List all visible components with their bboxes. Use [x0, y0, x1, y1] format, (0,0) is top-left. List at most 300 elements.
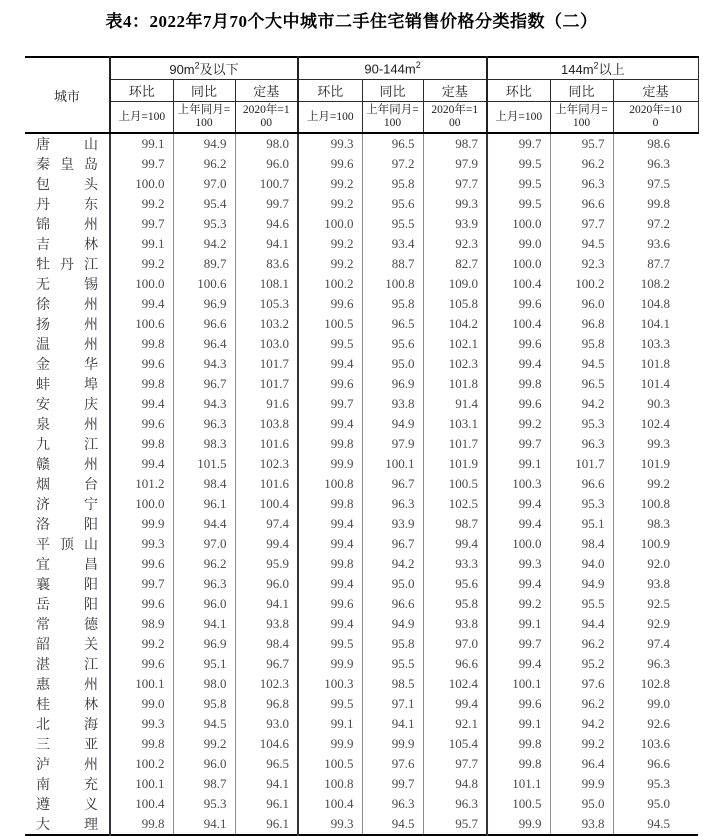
value-cell: 91.4 [423, 394, 487, 414]
table-row [25, 133, 698, 154]
value-cell: 99.0 [613, 694, 698, 714]
value-cell: 98.4 [173, 474, 235, 494]
value-cell: 104.6 [235, 734, 298, 754]
city-cell [25, 494, 110, 514]
superscript: 2 [194, 60, 200, 71]
value-cell: 98.7 [423, 514, 487, 534]
value-cell: 103.2 [235, 314, 298, 334]
value-cell: 94.3 [173, 354, 235, 374]
value-cell: 94.5 [173, 714, 235, 734]
value-cell: 97.9 [423, 154, 487, 174]
city-name: 温州 [36, 336, 98, 352]
value-cell: 99.8 [110, 734, 173, 754]
value-cell: 99.6 [110, 594, 173, 614]
value-cell: 100.5 [423, 474, 487, 494]
value-cell: 96.2 [173, 154, 235, 174]
city-name: 岳阳 [36, 596, 98, 612]
value-cell: 100.5 [298, 754, 362, 774]
value-cell: 98.7 [173, 774, 235, 794]
value-cell: 95.8 [362, 294, 423, 314]
value-cell: 99.4 [487, 654, 550, 674]
value-cell: 100.9 [613, 534, 698, 554]
value-cell: 101.7 [550, 454, 613, 474]
value-cell: 99.5 [298, 634, 362, 654]
value-cell: 96.3 [362, 794, 423, 814]
value-cell: 96.5 [235, 754, 298, 774]
value-cell: 101.7 [423, 434, 487, 454]
value-cell: 94.1 [235, 594, 298, 614]
value-cell: 99.6 [298, 294, 362, 314]
value-cell: 99.9 [362, 734, 423, 754]
value-cell: 96.9 [173, 634, 235, 654]
value-cell: 96.8 [550, 314, 613, 334]
subcolumn-header: 环比 [487, 80, 550, 102]
value-cell: 95.5 [550, 594, 613, 614]
value-cell: 96.4 [550, 754, 613, 774]
value-cell: 99.6 [298, 154, 362, 174]
city-name: 扬州 [36, 316, 98, 332]
superscript: 2 [415, 60, 421, 71]
value-cell: 100.6 [173, 274, 235, 294]
value-cell: 101.8 [613, 354, 698, 374]
subcolumn-header: 同比 [362, 80, 423, 102]
value-cell: 92.9 [613, 614, 698, 634]
table-row [25, 714, 698, 734]
value-cell: 96.3 [613, 154, 698, 174]
value-cell: 93.9 [362, 514, 423, 534]
value-cell: 101.7 [235, 354, 298, 374]
table-row [25, 334, 698, 354]
value-cell: 96.2 [550, 634, 613, 654]
value-cell: 95.3 [550, 414, 613, 434]
table-row [25, 654, 698, 674]
value-cell: 96.3 [362, 494, 423, 514]
table-body [25, 133, 698, 835]
value-cell: 95.1 [173, 654, 235, 674]
value-cell: 100.3 [487, 474, 550, 494]
value-cell: 99.4 [487, 494, 550, 514]
value-cell: 99.5 [298, 334, 362, 354]
city-cell [25, 374, 110, 394]
city-cell [25, 554, 110, 574]
value-cell: 99.1 [487, 454, 550, 474]
value-cell: 92.0 [613, 554, 698, 574]
value-cell: 97.7 [423, 174, 487, 194]
city-name: 泸州 [36, 756, 98, 772]
table-row [25, 214, 698, 234]
base-period-header [487, 102, 550, 134]
value-cell: 100.1 [110, 774, 173, 794]
value-cell: 93.6 [613, 234, 698, 254]
value-cell: 103.8 [235, 414, 298, 434]
city-name: 唐山 [36, 136, 98, 152]
city-name: 南充 [36, 776, 98, 792]
table-row [25, 454, 698, 474]
value-cell: 99.8 [298, 554, 362, 574]
city-name: 牡丹江 [36, 256, 98, 272]
city-name: 洛阳 [36, 516, 98, 532]
city-name: 徐州 [36, 296, 98, 312]
city-cell [25, 654, 110, 674]
value-cell: 96.7 [362, 474, 423, 494]
value-cell: 99.2 [550, 734, 613, 754]
value-cell: 100.2 [550, 274, 613, 294]
value-cell: 102.5 [423, 494, 487, 514]
value-cell: 94.9 [173, 133, 235, 154]
value-cell: 99.7 [487, 434, 550, 454]
value-cell: 99.1 [110, 234, 173, 254]
value-cell: 94.1 [173, 814, 235, 835]
value-cell: 99.3 [423, 194, 487, 214]
value-cell: 101.5 [173, 454, 235, 474]
value-cell: 99.8 [298, 434, 362, 454]
city-cell [25, 254, 110, 274]
value-cell: 96.6 [423, 654, 487, 674]
value-cell: 109.0 [423, 274, 487, 294]
value-cell: 97.6 [362, 754, 423, 774]
city-cell [25, 794, 110, 814]
value-cell: 99.8 [487, 374, 550, 394]
table-row [25, 674, 698, 694]
value-cell: 99.7 [110, 154, 173, 174]
city-cell [25, 294, 110, 314]
value-cell: 95.7 [423, 814, 487, 835]
value-cell: 99.5 [487, 154, 550, 174]
value-cell: 92.5 [613, 594, 698, 614]
value-cell: 100.8 [613, 494, 698, 514]
table-row [25, 774, 698, 794]
value-cell: 99.4 [110, 454, 173, 474]
value-cell: 93.9 [423, 214, 487, 234]
value-cell: 99.3 [298, 814, 362, 835]
city-cell [25, 634, 110, 654]
value-cell: 95.7 [550, 133, 613, 154]
value-cell: 94.1 [173, 614, 235, 634]
value-cell: 99.7 [110, 574, 173, 594]
table-row [25, 814, 698, 835]
value-cell: 99.6 [298, 594, 362, 614]
city-name: 吉林 [36, 236, 98, 252]
value-cell: 98.3 [613, 514, 698, 534]
city-cell [25, 234, 110, 254]
value-cell: 96.5 [362, 133, 423, 154]
city-name: 秦皇岛 [36, 156, 98, 172]
value-cell: 99.8 [110, 334, 173, 354]
value-cell: 95.0 [362, 354, 423, 374]
base-period-header [550, 102, 613, 134]
value-cell: 99.2 [173, 734, 235, 754]
page-title: 表4：2022年7月70个大中城市二手住宅销售价格分类指数（二） [105, 12, 598, 31]
base-period-line: 2020年=10 [629, 104, 682, 116]
value-cell: 96.0 [550, 294, 613, 314]
value-cell: 82.7 [423, 254, 487, 274]
base-period-line: 上年同月= [555, 104, 608, 116]
value-cell: 103.6 [613, 734, 698, 754]
value-cell: 99.4 [110, 294, 173, 314]
city-name: 丹东 [36, 196, 98, 212]
value-cell: 99.2 [110, 254, 173, 274]
value-cell: 99.2 [110, 194, 173, 214]
value-cell: 108.2 [613, 274, 698, 294]
base-period-header [362, 102, 423, 134]
subcolumn-header: 定基 [423, 80, 487, 102]
city-cell [25, 474, 110, 494]
value-cell: 100.0 [487, 534, 550, 554]
city-cell [25, 434, 110, 454]
city-name: 韶关 [36, 636, 98, 652]
column-header-city: 城市 [25, 57, 110, 133]
value-cell: 87.7 [613, 254, 698, 274]
value-cell: 102.1 [423, 334, 487, 354]
value-cell: 99.7 [487, 133, 550, 154]
value-cell: 99.4 [487, 514, 550, 534]
value-cell: 103.0 [235, 334, 298, 354]
value-cell: 99.4 [298, 354, 362, 374]
table-row [25, 394, 698, 414]
value-cell: 100.1 [110, 674, 173, 694]
value-cell: 93.0 [235, 714, 298, 734]
value-cell: 96.6 [550, 474, 613, 494]
city-cell [25, 133, 110, 154]
value-cell: 98.0 [235, 133, 298, 154]
value-cell: 96.6 [613, 754, 698, 774]
city-name: 三亚 [36, 736, 98, 752]
city-name: 北海 [36, 716, 98, 732]
city-cell [25, 814, 110, 835]
value-cell: 102.4 [423, 674, 487, 694]
base-period-line: 00 [260, 117, 273, 129]
table-row [25, 754, 698, 774]
city-name: 大理 [36, 816, 98, 832]
value-cell: 100.5 [298, 314, 362, 334]
city-name: 蚌埠 [36, 376, 98, 392]
city-cell [25, 214, 110, 234]
value-cell: 99.9 [550, 774, 613, 794]
value-cell: 102.4 [613, 414, 698, 434]
value-cell: 95.3 [613, 774, 698, 794]
value-cell: 93.8 [550, 814, 613, 835]
value-cell: 99.5 [487, 174, 550, 194]
value-cell: 96.8 [235, 694, 298, 714]
table-row [25, 694, 698, 714]
subcolumn-header: 定基 [613, 80, 698, 102]
value-cell: 101.6 [235, 434, 298, 454]
value-cell: 95.8 [423, 594, 487, 614]
value-cell: 93.4 [362, 234, 423, 254]
value-cell: 102.8 [613, 674, 698, 694]
city-cell [25, 414, 110, 434]
base-period-line: 2020年=1 [431, 104, 479, 116]
base-period-line: 上月=100 [118, 110, 166, 123]
value-cell: 101.9 [613, 454, 698, 474]
city-cell [25, 154, 110, 174]
value-cell: 105.3 [235, 294, 298, 314]
city-name: 烟台 [36, 476, 98, 492]
value-cell: 97.7 [423, 754, 487, 774]
value-cell: 99.8 [110, 814, 173, 835]
value-cell: 96.1 [235, 814, 298, 835]
city-name: 常德 [36, 616, 98, 632]
city-cell [25, 394, 110, 414]
city-name: 泉州 [36, 416, 98, 432]
value-cell: 97.7 [550, 214, 613, 234]
value-cell: 99.3 [110, 534, 173, 554]
base-period-header [423, 102, 487, 134]
table-row [25, 274, 698, 294]
value-cell: 99.5 [487, 194, 550, 214]
value-cell: 99.5 [298, 694, 362, 714]
city-cell [25, 354, 110, 374]
value-cell: 97.2 [613, 214, 698, 234]
value-cell: 97.4 [235, 514, 298, 534]
city-cell [25, 614, 110, 634]
value-cell: 99.4 [298, 574, 362, 594]
value-cell: 99.1 [487, 614, 550, 634]
table-row [25, 374, 698, 394]
city-cell [25, 574, 110, 594]
value-cell: 95.8 [173, 694, 235, 714]
value-cell: 99.3 [110, 714, 173, 734]
table-header [25, 57, 698, 133]
city-cell [25, 734, 110, 754]
value-cell: 99.3 [298, 133, 362, 154]
value-cell: 98.0 [173, 674, 235, 694]
value-cell: 96.6 [173, 314, 235, 334]
table-row [25, 414, 698, 434]
city-cell [25, 274, 110, 294]
value-cell: 99.7 [110, 214, 173, 234]
value-cell: 99.4 [487, 354, 550, 374]
value-cell: 95.0 [362, 574, 423, 594]
base-period-header [173, 102, 235, 134]
value-cell: 92.6 [613, 714, 698, 734]
value-cell: 100.7 [235, 174, 298, 194]
value-cell: 101.7 [235, 374, 298, 394]
value-cell: 92.3 [423, 234, 487, 254]
value-cell: 96.5 [550, 374, 613, 394]
value-cell: 89.7 [173, 254, 235, 274]
value-cell: 96.6 [550, 194, 613, 214]
value-cell: 99.1 [298, 714, 362, 734]
value-cell: 95.5 [362, 654, 423, 674]
value-cell: 102.3 [235, 454, 298, 474]
value-cell: 99.8 [487, 734, 550, 754]
value-cell: 98.5 [362, 674, 423, 694]
base-period-line: 2020年=1 [242, 104, 290, 116]
value-cell: 83.6 [235, 254, 298, 274]
value-cell: 94.5 [362, 814, 423, 835]
city-cell [25, 754, 110, 774]
value-cell: 101.6 [235, 474, 298, 494]
table-row [25, 174, 698, 194]
base-period-header [235, 102, 298, 134]
value-cell: 94.8 [423, 774, 487, 794]
table-row [25, 474, 698, 494]
table-row [25, 194, 698, 214]
value-cell: 99.2 [298, 234, 362, 254]
city-name: 包头 [36, 176, 98, 192]
value-cell: 94.3 [173, 394, 235, 414]
value-cell: 101.1 [487, 774, 550, 794]
city-cell [25, 674, 110, 694]
table-row [25, 314, 698, 334]
value-cell: 99.6 [110, 654, 173, 674]
value-cell: 102.3 [235, 674, 298, 694]
value-cell: 99.7 [487, 634, 550, 654]
value-cell: 96.3 [613, 654, 698, 674]
value-cell: 95.9 [235, 554, 298, 574]
value-cell: 99.6 [487, 334, 550, 354]
subcolumn-header: 同比 [550, 80, 613, 102]
header-sub-row [25, 80, 698, 102]
value-cell: 99.8 [487, 754, 550, 774]
value-cell: 99.4 [298, 614, 362, 634]
value-cell: 96.3 [550, 434, 613, 454]
value-cell: 95.6 [362, 194, 423, 214]
value-cell: 99.7 [362, 774, 423, 794]
subcolumn-header: 环比 [110, 80, 173, 102]
value-cell: 105.4 [423, 734, 487, 754]
value-cell: 92.1 [423, 714, 487, 734]
value-cell: 96.7 [362, 534, 423, 554]
value-cell: 94.1 [362, 714, 423, 734]
value-cell: 95.8 [362, 174, 423, 194]
subcolumn-header: 定基 [235, 80, 298, 102]
city-name: 九江 [36, 436, 98, 452]
value-cell: 100.4 [298, 794, 362, 814]
value-cell: 102.3 [423, 354, 487, 374]
value-cell: 99.6 [110, 414, 173, 434]
value-cell: 94.6 [235, 214, 298, 234]
value-cell: 100.1 [362, 454, 423, 474]
subcolumn-header: 同比 [173, 80, 235, 102]
value-cell: 95.3 [173, 794, 235, 814]
value-cell: 93.8 [613, 574, 698, 594]
value-cell: 100.6 [110, 314, 173, 334]
base-period-line: 100 [195, 117, 213, 129]
value-cell: 96.1 [235, 794, 298, 814]
value-cell: 99.9 [298, 654, 362, 674]
value-cell: 94.4 [173, 514, 235, 534]
city-name: 襄阳 [36, 576, 98, 592]
value-cell: 100.0 [298, 214, 362, 234]
value-cell: 99.4 [298, 414, 362, 434]
value-cell: 100.5 [487, 794, 550, 814]
city-cell [25, 194, 110, 214]
value-cell: 100.4 [235, 494, 298, 514]
value-cell: 99.3 [613, 434, 698, 454]
value-cell: 94.2 [173, 234, 235, 254]
city-name: 桂林 [36, 696, 98, 712]
value-cell: 99.7 [298, 394, 362, 414]
value-cell: 99.4 [110, 394, 173, 414]
value-cell: 98.9 [110, 614, 173, 634]
value-cell: 99.2 [487, 594, 550, 614]
value-cell: 99.1 [487, 714, 550, 734]
value-cell: 98.3 [173, 434, 235, 454]
table-row [25, 434, 698, 454]
table-row [25, 234, 698, 254]
table-row [25, 614, 698, 634]
value-cell: 96.2 [173, 554, 235, 574]
city-name: 赣州 [36, 456, 98, 472]
value-cell: 95.2 [550, 654, 613, 674]
city-cell [25, 514, 110, 534]
value-cell: 96.3 [423, 794, 487, 814]
value-cell: 99.2 [613, 474, 698, 494]
city-cell [25, 714, 110, 734]
city-name: 遵义 [36, 796, 98, 812]
